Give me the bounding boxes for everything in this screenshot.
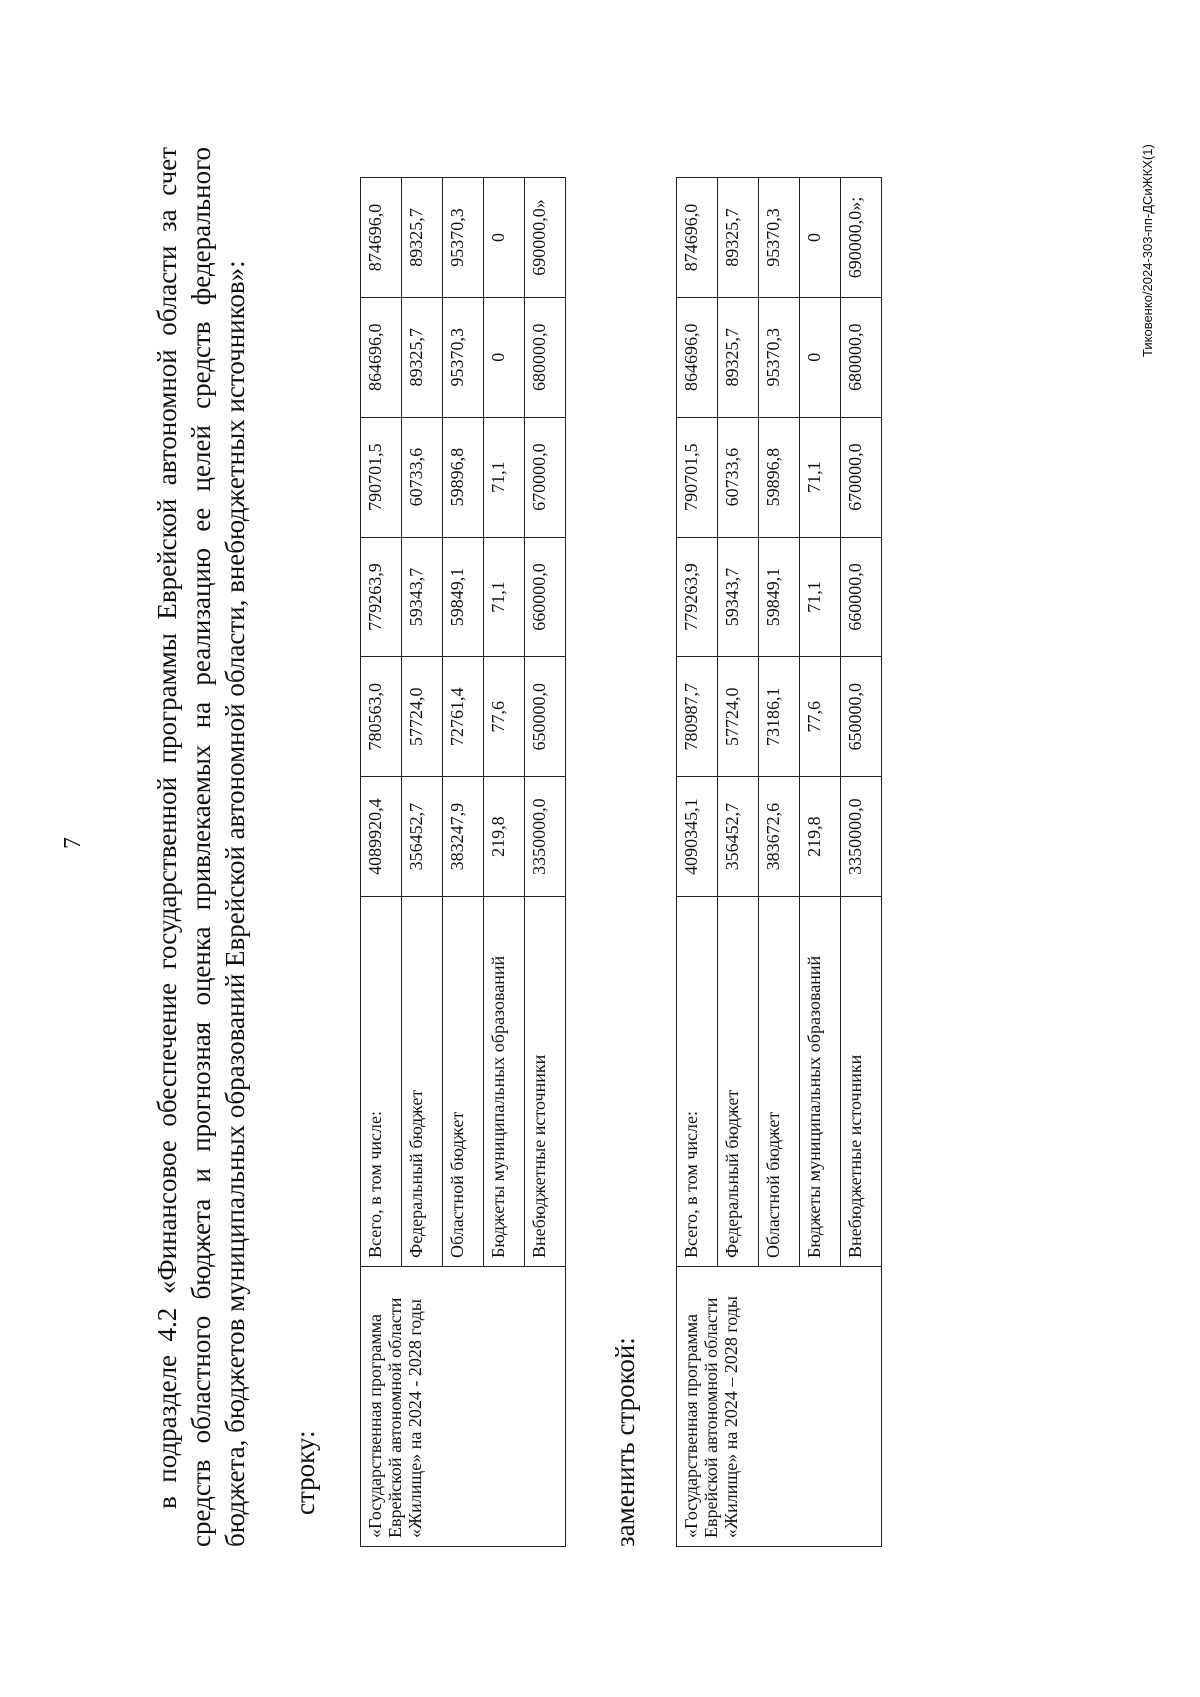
intro-paragraph: в подразделе 4.2 «Финансовое обеспечение государственной программы Еврейской автономной области за счет средств областного бюджета и прогнозная оценка привлекаемых на реализацию ее целей средств федерального бюджета, бюджетов муниципальных образований Еврейской автономной области, внебюджетных источников»: [152,147,250,1547]
amount-cell: 874696,0 [361,178,402,298]
amount-cell: 690000,0»; [841,178,882,298]
funding-source-cell: Всего, в том числе: [361,897,402,1267]
amount-cell: 60733,6 [402,417,443,537]
amount-cell: 650000,0 [841,657,882,777]
funding-source-cell: Областной бюджет [759,897,800,1267]
amount-cell: 219,8 [800,777,841,897]
program-name-cell: «Государственная программа Еврейской автономной области «Жилище» на 2024 – 2028 годы [677,1267,882,1547]
amount-cell: 71,1 [800,537,841,657]
amount-cell: 59343,7 [402,537,443,657]
funding-source-cell: Федеральный бюджет [402,897,443,1267]
amount-cell: 60733,6 [718,417,759,537]
amount-cell: 690000,0» [525,178,566,298]
amount-cell: 71,1 [484,417,525,537]
amount-cell: 77,6 [484,657,525,777]
funding-source-cell: Всего, в том числе: [677,897,718,1267]
amount-cell: 780987,7 [677,657,718,777]
amount-cell: 779263,9 [361,537,402,657]
page-number: 7 [60,837,86,849]
funding-source-cell: Бюджеты муниципальных образований [484,897,525,1267]
amount-cell: 95370,3 [443,297,484,417]
amount-cell: 680000,0 [841,297,882,417]
amount-cell: 77,6 [800,657,841,777]
amount-cell: 383247,9 [443,777,484,897]
table-row [361,178,402,1547]
amount-cell: 670000,0 [525,417,566,537]
amount-cell: 59849,1 [443,537,484,657]
amount-cell: 59896,8 [759,417,800,537]
amount-cell: 660000,0 [841,537,882,657]
amount-cell: 4089920,4 [361,777,402,897]
old-finance-table [360,177,566,1547]
amount-cell: 670000,0 [841,417,882,537]
funding-source-cell: Федеральный бюджет [718,897,759,1267]
amount-cell: 57724,0 [402,657,443,777]
amount-cell: 790701,5 [361,417,402,537]
amount-cell: 0 [484,178,525,298]
amount-cell: 59896,8 [443,417,484,537]
amount-cell: 779263,9 [677,537,718,657]
amount-cell: 89325,7 [402,178,443,298]
amount-cell: 95370,3 [759,297,800,417]
amount-cell: 71,1 [484,537,525,657]
amount-cell: 780563,0 [361,657,402,777]
amount-cell: 680000,0 [525,297,566,417]
amount-cell: 73186,1 [759,657,800,777]
amount-cell: 57724,0 [718,657,759,777]
amount-cell: 89325,7 [402,297,443,417]
amount-cell: 59343,7 [718,537,759,657]
program-name-cell: «Государственная программа Еврейской автономной области «Жилище» на 2024 - 2028 годы [361,1267,566,1547]
amount-cell: 874696,0 [677,178,718,298]
amount-cell: 72761,4 [443,657,484,777]
amount-cell: 3350000,0 [841,777,882,897]
funding-source-cell: Бюджеты муниципальных образований [800,897,841,1267]
amount-cell: 356452,7 [402,777,443,897]
amount-cell: 95370,3 [759,178,800,298]
amount-cell: 790701,5 [677,417,718,537]
funding-source-cell: Областной бюджет [443,897,484,1267]
amount-cell: 0 [800,297,841,417]
new-finance-table [676,177,882,1547]
amount-cell: 864696,0 [677,297,718,417]
amount-cell: 71,1 [800,417,841,537]
amount-cell: 864696,0 [361,297,402,417]
amount-cell: 0 [800,178,841,298]
amount-cell: 660000,0 [525,537,566,657]
amount-cell: 4090345,1 [677,777,718,897]
amount-cell: 650000,0 [525,657,566,777]
amount-cell: 89325,7 [718,297,759,417]
funding-source-cell: Внебюджетные источники [525,897,566,1267]
amount-cell: 3350000,0 [525,777,566,897]
amount-cell: 383672,6 [759,777,800,897]
amount-cell: 89325,7 [718,178,759,298]
amount-cell: 0 [484,297,525,417]
table-row [677,178,718,1547]
amount-cell: 356452,7 [718,777,759,897]
replace-to-label: заменить строкой: [610,1337,640,1547]
amount-cell: 219,8 [484,777,525,897]
amount-cell: 59849,1 [759,537,800,657]
amount-cell: 95370,3 [443,178,484,298]
funding-source-cell: Внебюджетные источники [841,897,882,1267]
document-code: Тиковенко/2024-303-пп-ДСиЖКХ(1) [1140,144,1155,357]
replace-from-label: строку: [290,1430,320,1515]
